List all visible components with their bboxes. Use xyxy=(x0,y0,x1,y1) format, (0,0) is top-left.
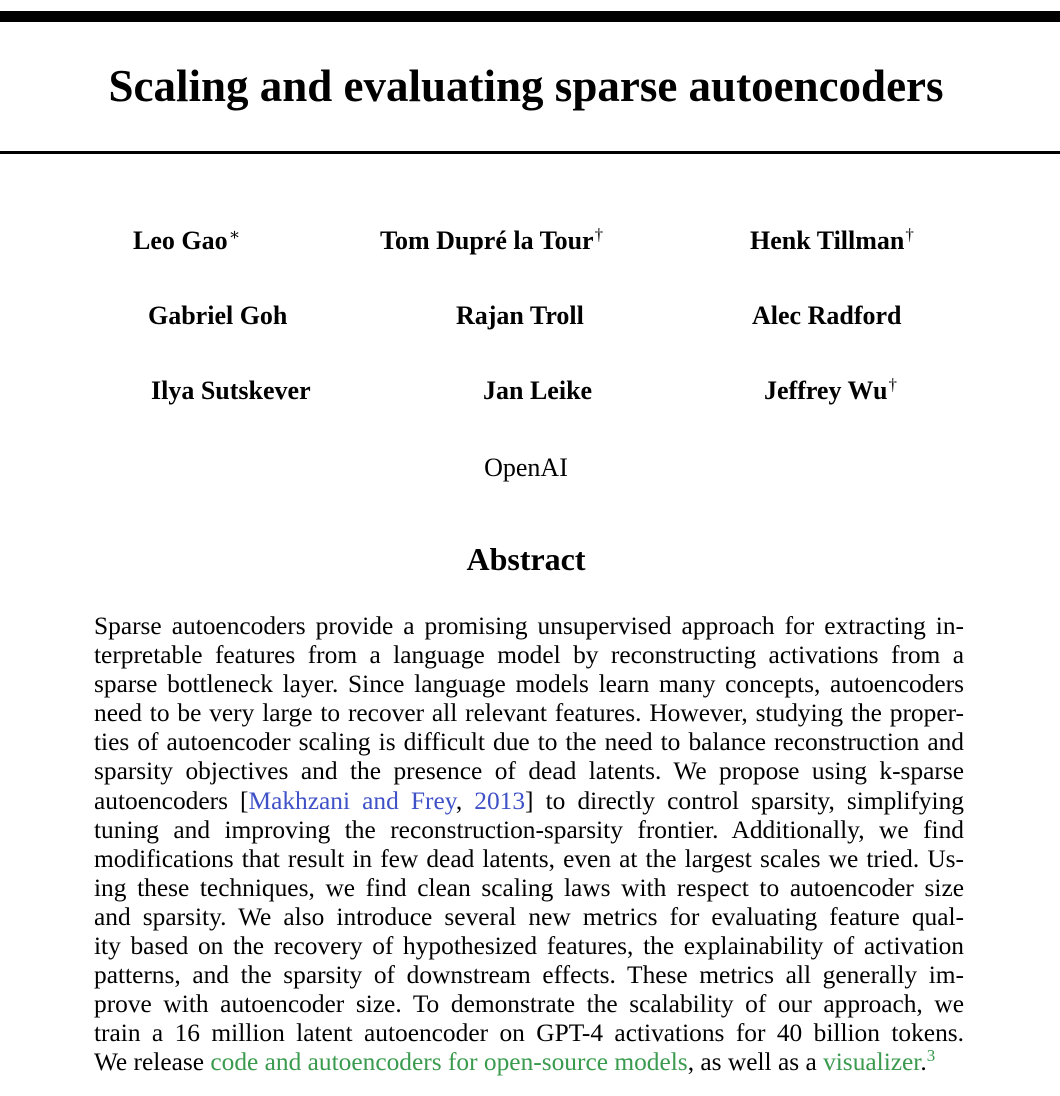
abstract-line: sparse bottleneck layer. Since language models learn many concepts, autoencoders xyxy=(94,670,964,699)
citation-link-author[interactable]: Makhzani and Frey xyxy=(248,786,456,815)
author-tom-dupre-la-tour xyxy=(380,226,603,256)
author-name: Jeffrey Wu xyxy=(764,376,888,405)
abstract-line xyxy=(94,1048,964,1077)
abstract-line: ties of autoencoder scaling is difficult due to the need to balance reconstruction and xyxy=(94,728,964,757)
abstract-text: ] to directly control sparsity, simplifying xyxy=(525,786,965,815)
abstract-line: sparsity objectives and the presence of dead latents. We propose using k-sparse xyxy=(94,757,964,786)
abstract-line: Sparse autoencoders provide a promising unsupervised approach for extracting in- xyxy=(94,612,964,640)
abstract-text: autoencoders [ xyxy=(94,786,249,815)
abstract-text: We release xyxy=(94,1048,211,1077)
author-leo-gao xyxy=(133,226,240,256)
author-name: Leo Gao xyxy=(133,226,228,255)
paper-title: Scaling and evaluating sparse autoencoders xyxy=(108,61,944,111)
author-mark: † xyxy=(888,375,897,394)
abstract-line: terpretable features from a language model by reconstructing activations from a xyxy=(94,641,964,670)
author-henk-tillman xyxy=(750,226,914,256)
citation-separator: , xyxy=(455,786,475,815)
abstract-line: and sparsity. We also introduce several new metrics for evaluating feature qual- xyxy=(94,902,964,931)
abstract-line: tuning and improving the reconstruction-sparsity frontier. Additionally, we find xyxy=(94,815,964,844)
visualizer-link[interactable]: visualizer xyxy=(823,1048,921,1077)
abstract-line: modifications that result in few dead latents, even at the largest scales we tried. Us- xyxy=(94,844,964,873)
abstract-text: , as well as a xyxy=(687,1048,824,1077)
top-rule xyxy=(0,11,1060,22)
author-ilya-sutskever xyxy=(151,376,311,406)
author-name: Henk Tillman xyxy=(750,226,905,255)
code-link[interactable]: code and autoencoders for open-source models xyxy=(210,1048,688,1077)
abstract-line: ing these techniques, we find clean scaling laws with respect to autoencoder size xyxy=(94,873,964,902)
author-name: Tom Dupré la Tour xyxy=(380,226,594,255)
abstract-line: ity based on the recovery of hypothesized features, the explainability of activation xyxy=(94,932,964,961)
abstract-line: prove with autoencoder size. To demonstrate the scalability of our approach, we xyxy=(94,990,964,1019)
author-name: Ilya Sutskever xyxy=(151,376,311,405)
abstract-text: . xyxy=(920,1048,927,1077)
abstract-heading: Abstract xyxy=(466,541,586,577)
abstract-line xyxy=(94,787,964,816)
author-jeffrey-wu xyxy=(764,376,897,406)
abstract-line: train a 16 million latent autoencoder on GPT-4 activations for 40 billion tokens. xyxy=(94,1019,964,1048)
author-name: Rajan Troll xyxy=(456,301,584,330)
author-name: Gabriel Goh xyxy=(148,301,288,330)
abstract-body xyxy=(94,612,964,1078)
author-mark: † xyxy=(594,225,604,244)
affiliation: OpenAI xyxy=(484,453,568,482)
author-mark: † xyxy=(905,225,914,244)
author-jan-leike xyxy=(483,376,592,406)
title-bottom-rule xyxy=(0,151,1060,154)
abstract-line: patterns, and the sparsity of downstream effects. These metrics all generally im- xyxy=(94,961,964,990)
author-mark: ∗ xyxy=(228,225,241,244)
author-name: Jan Leike xyxy=(483,376,593,405)
author-alec-radford xyxy=(752,301,901,331)
footnote-marker[interactable]: 3 xyxy=(926,1046,936,1066)
abstract-line: need to be very large to recover all relevant features. However, studying the proper- xyxy=(94,699,964,728)
author-name: Alec Radford xyxy=(752,301,902,330)
author-gabriel-goh xyxy=(148,301,287,331)
author-rajan-troll xyxy=(456,301,584,331)
citation-link-year[interactable]: 2013 xyxy=(474,786,526,815)
